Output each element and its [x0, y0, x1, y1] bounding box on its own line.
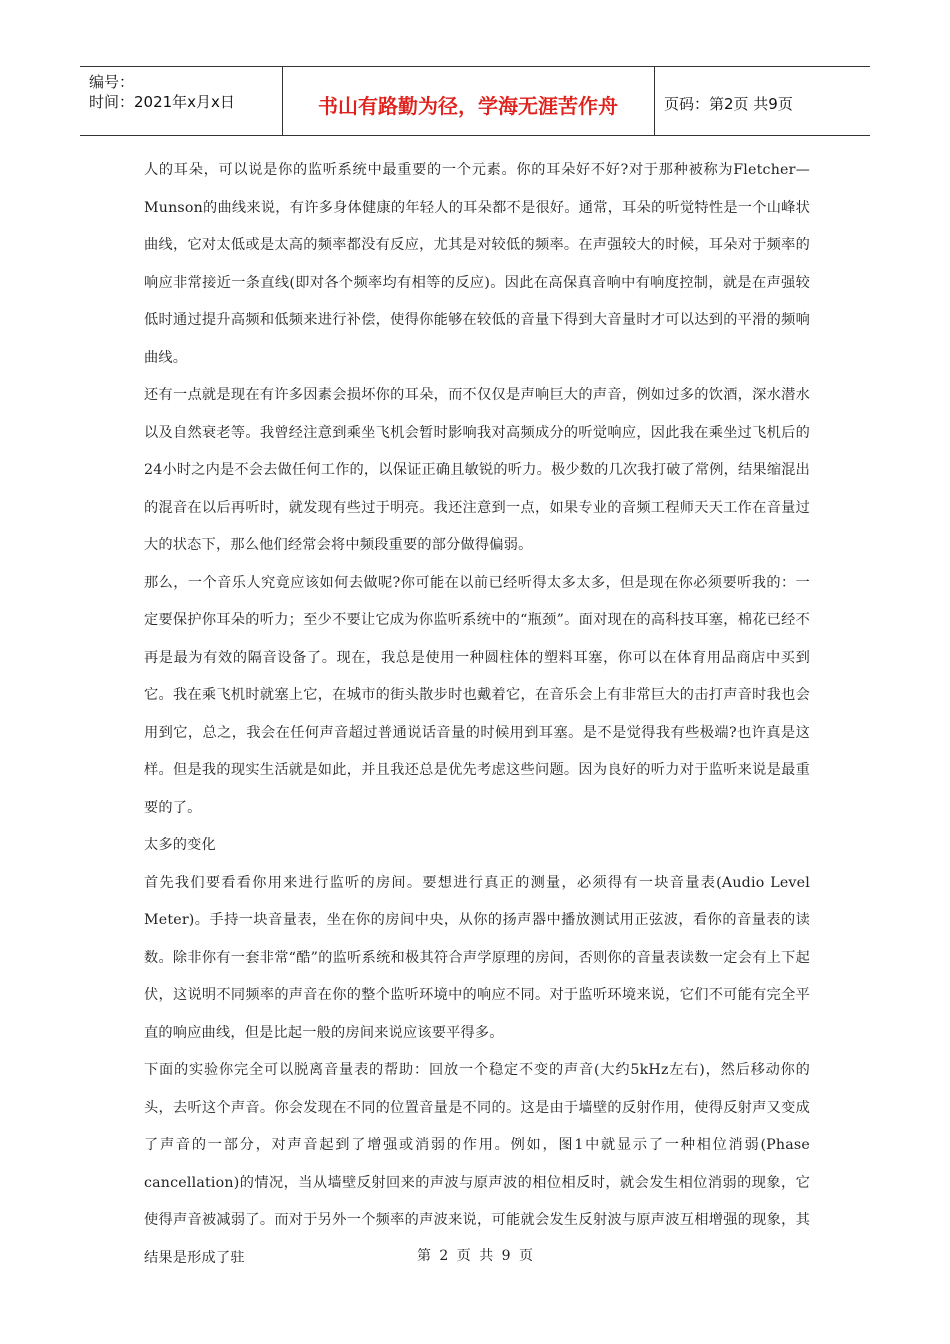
paragraph: 下面的实验你完全可以脱离音量表的帮助：回放一个稳定不变的声音(大约5kHz左右)，然后移动你的头，去听这个声音。你会发现在不同的位置音量是不同的。这是由于墙壁的反射作用，使得反射声又变成了声音的一部分，对声音起到了增强或消弱的作用。例如，图1中就显示了一种相位消弱(Phase cancellation)的情况，当从墙壁反射回来的声波与原声波的相位相反时，就会发生相位消弱的现象，它使得声音被减弱了。而对于另外一个频率的声波来说，可能就会发生反射波与原声波互相增强的现象，其结果是形成了驻: [144, 1062, 810, 1266]
header-motto-cell: [282, 67, 655, 135]
page-header: [80, 66, 870, 136]
header-meta-cell: [80, 67, 283, 135]
paragraph: 首先我们要看看你用来进行监听的房间。要想进行真正的测量，必须得有一块音量表(Audio Level Meter)。手持一块音量表，坐在你的房间中央，从你的扬声器中播放测试用正弦波，看你的音量表的读数。除非你有一套非常“酷”的监听系统和极其符合声学原理的房间，否则你的音量表读数一定会有上下起伏，这说明不同频率的声音在你的整个监听环境中的响应不同。对于监听环境来说，它们不可能有完全平直的响应曲线，但是比起一般的房间来说应该要平得多。: [144, 874, 810, 1041]
motto: 书山有路勤为径，学海无涯苦作舟: [318, 94, 618, 118]
paragraph: 人的耳朵，可以说是你的监听系统中最重要的一个元素。你的耳朵好不好?对于那种被称为Fletcher—Munson的曲线来说，有许多身体健康的年轻人的耳朵都不是很好。通常，耳朵的听觉特性是一个山峰状曲线，它对太低或是太高的频率都没有反应，尤其是对较低的频率。在声强较大的时候，耳朵对于频率的响应非常接近一条直线(即对各个频率均有相等的反应)。因此在高保真音响中有响度控制，就是在声强较低时通过提升高频和低频来进行补偿，使得你能够在较低的音量下得到大音量时才可以达到的平滑的频响曲线。: [144, 162, 810, 366]
page-indicator: 页码：第2页 共9页: [664, 95, 793, 113]
date-label: 时间：2021年x月x日: [89, 93, 235, 111]
page-footer: 第 2 页 共 9 页: [416, 1248, 534, 1264]
number-label: 编号：: [89, 73, 135, 91]
section-heading: 太多的变化: [144, 837, 216, 853]
paragraph: 那么，一个音乐人究竟应该如何去做呢?你可能在以前已经听得太多太多，但是现在你必须要听我的：一定要保护你耳朵的听力；至少不要让它成为你监听系统中的“瓶颈”。面对现在的高科技耳塞，棉花已经不再是最为有效的隔音设备了。现在，我总是使用一种圆柱体的塑料耳塞，你可以在体育用品商店中买到它。我在乘飞机时就塞上它，在城市的街头散步时也戴着它，在音乐会上有非常巨大的击打声音时我也会用到它，总之，我会在任何声音超过普通说话音量的时候用到耳塞。是不是觉得我有些极端?也许真是这样。但是我的现实生活就是如此，并且我还总是优先考虑这些问题。因为良好的听力对于监听来说是最重要的了。: [144, 574, 810, 816]
paragraph: 还有一点就是现在有许多因素会损坏你的耳朵，而不仅仅是声响巨大的声音，例如过多的饮酒，深水潜水以及自然衰老等。我曾经注意到乘坐飞机会暂时影响我对高频成分的听觉响应，因此我在乘坐过飞机后的24小时之内是不会去做任何工作的，以保证正确且敏锐的听力。极少数的几次我打破了常例，结果缩混出的混音在以后再听时，就发现有些过于明亮。我还注意到一点，如果专业的音频工程师天天工作在音量过大的状态下，那么他们经常会将中频段重要的部分做得偏弱。: [144, 387, 810, 553]
header-page-cell: [654, 67, 870, 135]
document-body: [144, 152, 810, 1277]
